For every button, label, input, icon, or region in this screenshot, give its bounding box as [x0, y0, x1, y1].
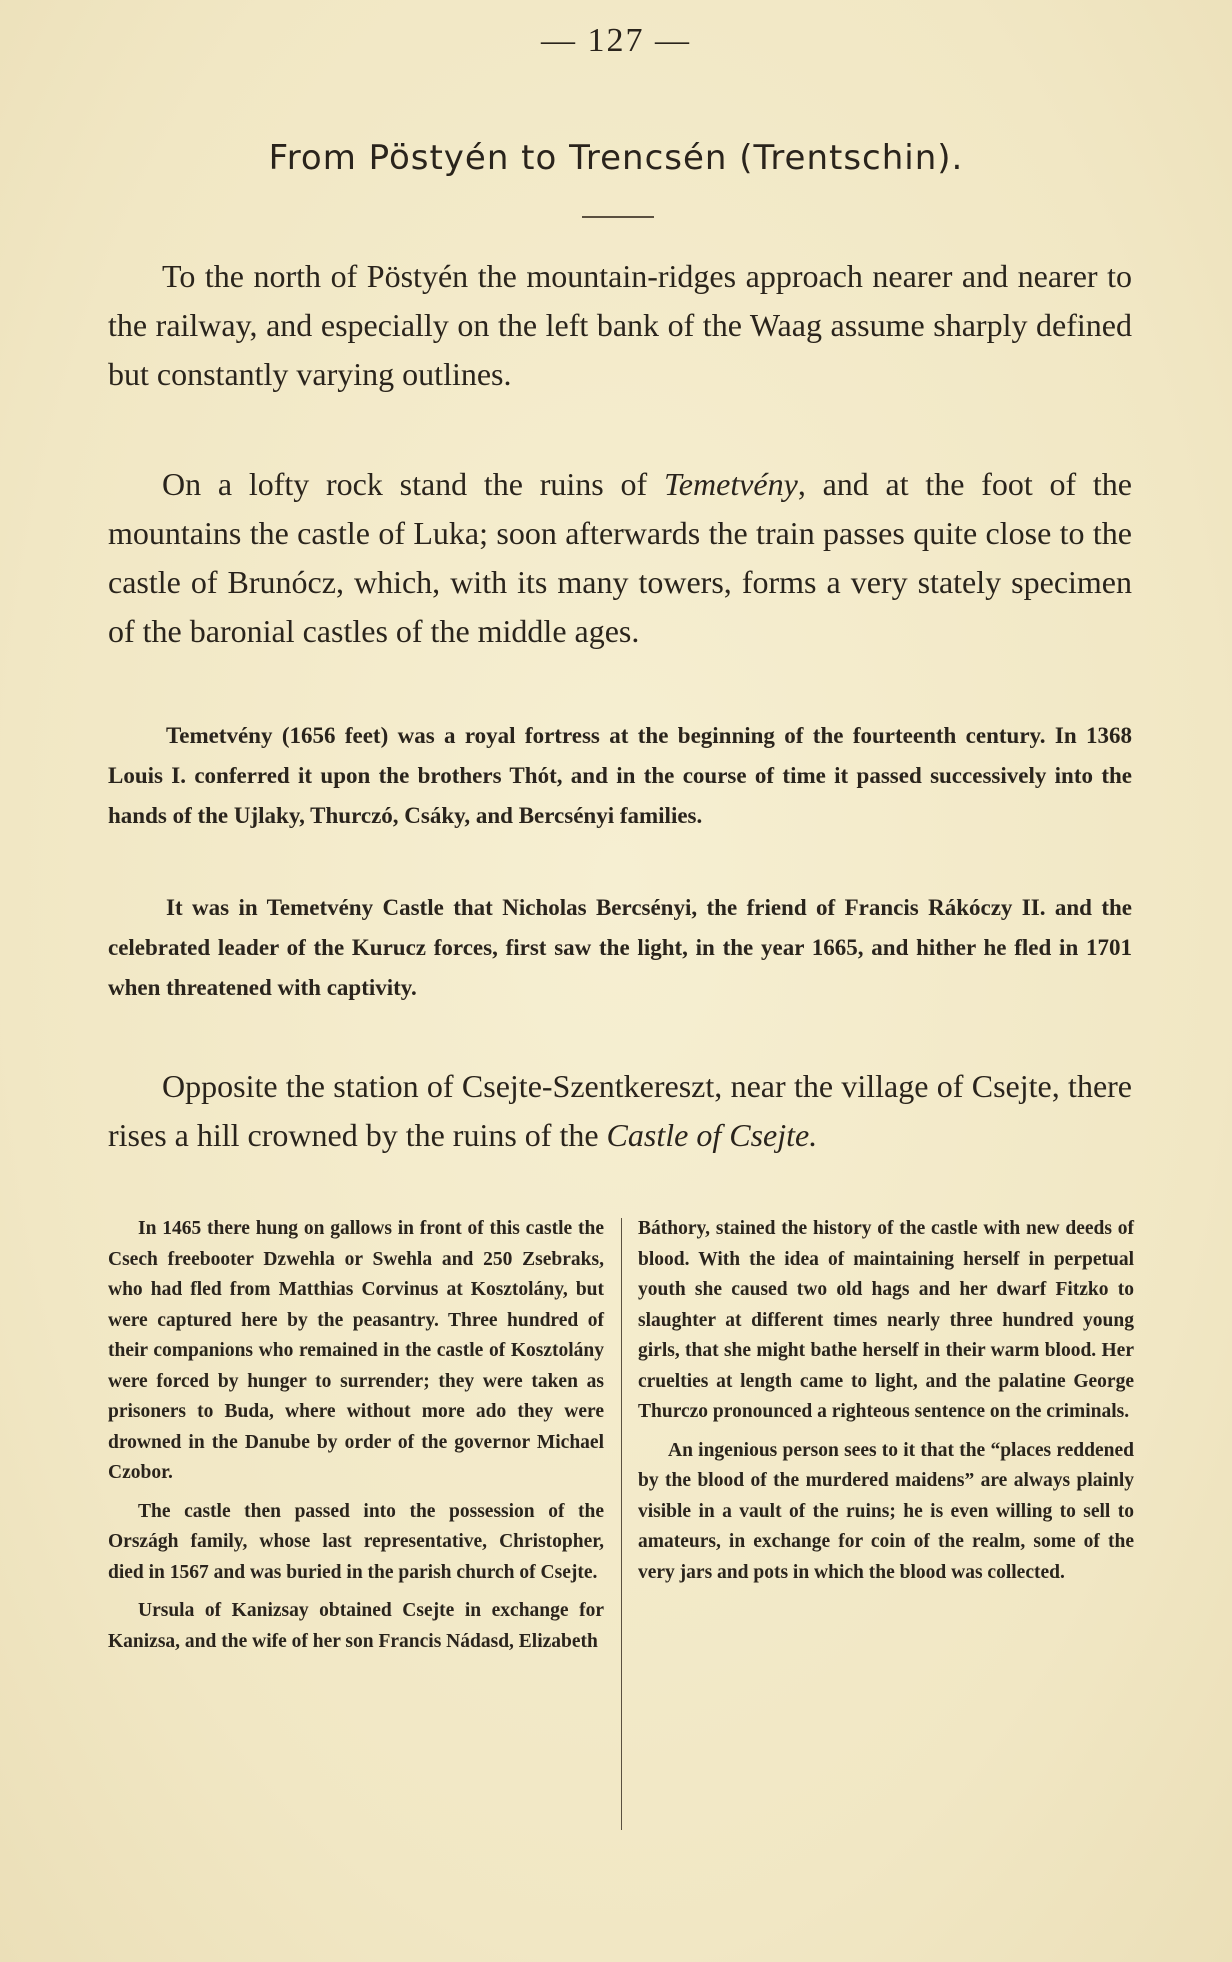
paragraph-3-start: Opposite the station of Csejte-Szentkereszt, near the village of Csejte, there rises a hill crowned by the ruins of the: [108, 1068, 1132, 1153]
paragraph-2-end: , and at the foot of the mountains the castle of Luka; soon afterwards the train passes quite close to the castle of Brunócz, which, with its many towers, forms a very stately specimen of the baronial castles of the middle ages.: [108, 466, 1133, 649]
left-column-paragraph: The castle then passed into the possession of the Országh family, whose last representative, Christopher, died in 1567 and was buried in the parish church of Csejte.: [108, 1500, 604, 1583]
paragraph-2: [108, 460, 1132, 656]
column-divider: [621, 1218, 622, 1830]
paragraph-3: [108, 1062, 1132, 1160]
paragraph-1: To the north of Pöstyén the mountain-ridges approach nearer and nearer to the railway, and especially on the left bank of the Waag assume sharply defined but constantly varying outlines.: [108, 258, 1132, 392]
paragraph-2-emphasis: Temetvény: [663, 466, 798, 502]
page-number: — 127 —: [541, 22, 691, 59]
footnote-1: Temetvény (1656 feet) was a royal fortress at the beginning of the fourteenth century. In 1368 Louis I. conferred it upon the brothers Thót, and in the course of time it passed successively into the hands of the Ujlaky, Thurczó, Csáky, and Bercsényi families.: [108, 723, 1132, 828]
paragraph-2-start: On a lofty rock stand the ruins of: [162, 466, 664, 502]
left-column: [108, 1214, 604, 1665]
chapter-title: From Pöstyén to Trencsén (Trentschin).: [268, 138, 964, 178]
two-column-notes: [108, 1214, 1132, 1834]
paragraph-3-emphasis: Castle of Csejte.: [606, 1117, 818, 1153]
title-divider: [582, 216, 654, 218]
right-column-paragraph: Báthory, stained the history of the castle with new deeds of blood. With the idea of maintaining herself in perpetual youth she caused two old hags and her dwarf Fitzko to slaughter at different times nearly three hundred young girls, that she might bathe herself in their warm blood. Her cruelties at length came to light, and the palatine George Thurczo pronounced a righteous sentence on the criminals.: [638, 1218, 1134, 1422]
left-column-paragraph: Ursula of Kanizsay obtained Csejte in exchange for Kanizsa, and the wife of her son Francis Nádasd, Elizabeth: [108, 1600, 604, 1652]
footnote-2: It was in Temetvény Castle that Nicholas Bercsényi, the friend of Francis Rákóczy II. and the celebrated leader of the Kurucz forces, first saw the light, in the year 1665, and hither he fled in 1701 when threatened with captivity.: [108, 895, 1132, 1000]
right-column-paragraph: An ingenious person sees to it that the “places reddened by the blood of the murdered maidens” are always plainly visible in a vault of the ruins; he is even willing to sell to amateurs, in exchange for coin of the realm, some of the very jars and pots in which the blood was collected.: [638, 1439, 1134, 1583]
left-column-paragraph: In 1465 there hung on gallows in front of this castle the Csech freebooter Dzwehla or Swehla and 250 Zsebraks, who had fled from Matthias Corvinus at Kosztolány, but were captured here by the peasantry. Three hundred of their companions who remained in the castle of Kosztolány were forced by hunger to surrender; they were taken as prisoners to Buda, where without more ado they were drowned in the Danube by order of the governor Michael Czobor.: [108, 1218, 604, 1483]
right-column: [638, 1214, 1134, 1596]
